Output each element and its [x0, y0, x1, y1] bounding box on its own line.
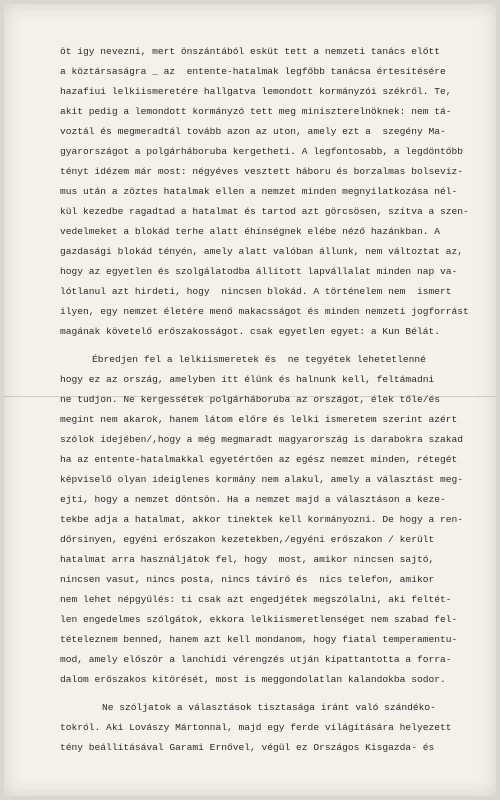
- text-line: kül kezedbe ragadtad a hatalmat és tartod azt görcsösen, szítva a szen-: [60, 206, 469, 217]
- text-line: voztál és megmeradtál tovább azon az uton, amely ezt a szegény Ma-: [60, 126, 446, 137]
- text-line: hatalmat arra használjátok fel, hogy most, amikor nincsen sajtó,: [60, 554, 435, 565]
- text-line: hazafiui lelkiismeretére hallgatva lemondott kormányzói székről. Te,: [60, 86, 452, 97]
- text-line: hogy ez az ország, amelyben itt élünk és halnunk kell, feltámadni: [60, 374, 435, 385]
- text-line: képviselő olyan ideiglenes kormány nem alakul, amely a választást meg-: [60, 474, 464, 485]
- text-line: tételeznem benned, hanem azt kell mondanom, hogy fiatal temperamentu-: [60, 634, 458, 645]
- text-line: nincsen vasut, nincs posta, nincs távíró és nics telefon, amikor: [60, 574, 435, 585]
- text-line: tényt idézem már most: négyéves vesztett háboru és borzalmas bolsevíz-: [60, 166, 464, 177]
- text-line: akit pedig a lemondott kormányzó tett meg miniszterelnöknek: nem tá-: [60, 106, 452, 117]
- text-line: dőrsinyen, egyéni erőszakon kezetekben,/egyéni erőszakon / került: [60, 534, 435, 545]
- text-line: tokról. Aki Lovászy Mártonnal, majd egy ferde világítására helyezett: [60, 722, 452, 733]
- text-line: a köztársaságra _ az entente-hatalmak legfőbb tanácsa értesítésére: [60, 66, 446, 77]
- paragraph-start-line: Ébredjen fel a lelkiismeretek és ne tegyétek lehetetlenné: [92, 354, 426, 365]
- text-line: lótlanul azt hirdeti, hogy nincsen blokád. A történelem nem ismert: [60, 286, 452, 297]
- text-line: gazdasági blokád tényén, amely alatt valóban állunk, nem változtat az,: [60, 246, 464, 257]
- text-line: ilyen, egy nemzet életére menő makacsságot és minden nemzeti jogforrást: [60, 306, 469, 317]
- paragraph-start-line: Ne szóljatok a választások tisztasága iránt való szándéko-: [102, 702, 436, 713]
- text-line: dalom erőszakos kitörését, most is meggondolatlan kalandokba sodor.: [60, 674, 446, 685]
- text-line: öt igy nevezni, mert önszántából esküt tett a nemzeti tanács előtt: [60, 46, 440, 57]
- text-line: mus után a zöztes hatalmak ellen a nemzet minden megnyilatkozása nél-: [60, 186, 458, 197]
- text-line: len engedelmes szólgátok, ekkora lelkiismeretlenséget nem szabad fel-: [60, 614, 458, 625]
- text-line: ha az entente-hatalmakkal egyetértően az egész nemzet minden, rétegét: [60, 454, 458, 465]
- text-line: szólok idejében/,hogy a még megmaradt magyarország is darabokra szakad: [60, 434, 464, 445]
- text-line: tény beállításával Garami Ernővel, végül ez Országos Kisgazda- és: [60, 742, 435, 753]
- text-line: gyarországot a polgárháboruba kergetheti. A legfontosabb, a legdöntőbb: [60, 146, 464, 157]
- document-page: [4, 4, 496, 796]
- text-line: hogy az egyetlen és szolgálatodba állított lapvállalat minden nap va-: [60, 266, 458, 277]
- text-line: vedelmeket a blokád terhe alatt éhínségnek elébe néző hazánkban. A: [60, 226, 440, 237]
- text-line: tekbe adja a hatalmat, akkor tinektek kell kormányozni. De hogy a ren-: [60, 514, 464, 525]
- text-line: ne tudjon. Ne kergessétek polgárháboruba az országot, élek tőle/és: [60, 394, 440, 405]
- text-line: magának követelő erőszakosságot. csak egyetlen egyet: a Kun Bélát.: [60, 326, 440, 337]
- text-line: nem lehet népgyülés: ti csak azt engedjétek megszólalni, aki feltét-: [60, 594, 452, 605]
- text-line: ejti, hogy a nemzet döntsön. Ha a nemzet majd a választáson a keze-: [60, 494, 446, 505]
- text-line: mod, amely először a lanchidi vérengzés utján kipattantotta a forra-: [60, 654, 452, 665]
- text-line: megint nem akarok, hanem látom előre és lelki ismeretem szerint azért: [60, 414, 458, 425]
